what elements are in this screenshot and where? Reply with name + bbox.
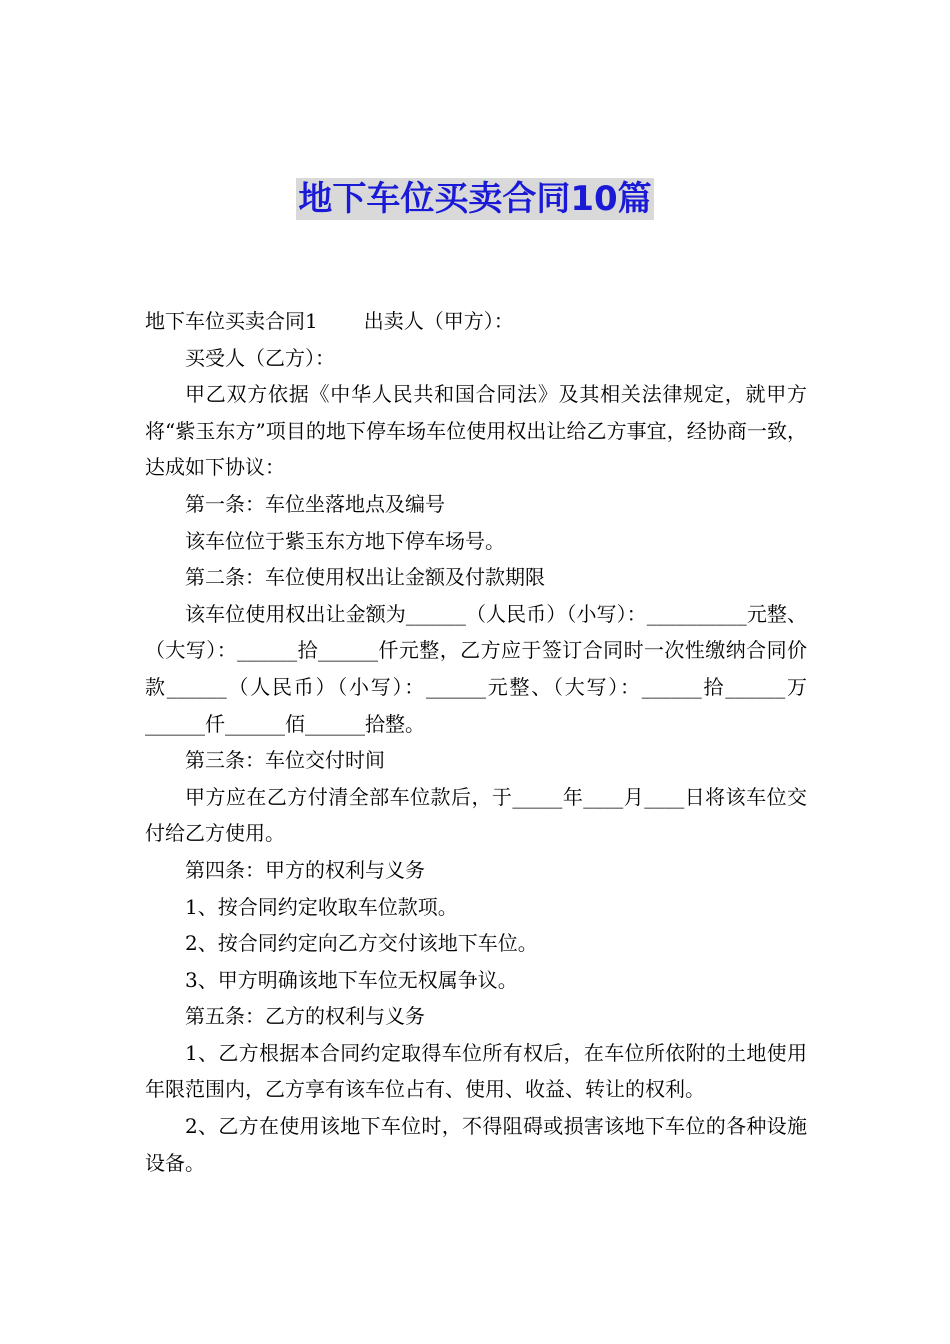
contract-heading-line: [145, 303, 807, 340]
seller-label: 出卖人（甲方）：: [363, 309, 514, 333]
article-1-text: 该车位位于紫玉东方地下停车场号。: [185, 528, 505, 553]
article-5-item-2: 2、乙方在使用该地下车位时，不得阻碍或损害该地下车位的各种设施设备。: [145, 1114, 807, 1175]
document-body: [145, 303, 807, 1181]
buyer-label: 买受人（乙方）：: [185, 345, 335, 370]
article-4-heading: 第四条：甲方的权利与义务: [185, 857, 425, 882]
article-3-text: 甲方应在乙方付清全部车位款后，于_____年____月____日将该车位交付给乙方使用。: [145, 784, 807, 846]
article-2-heading: 第二条：车位使用权出让金额及付款期限: [185, 565, 545, 590]
title-container: [0, 178, 950, 220]
article-5-heading: 第五条：乙方的权利与义务: [185, 1004, 425, 1029]
article-4-item-3: 3、甲方明确该地下车位无权属争议。: [185, 967, 518, 992]
article-3-heading: 第三条：车位交付时间: [185, 748, 385, 773]
article-2-text: 该车位使用权出让金额为______（人民币）（小写）：__________元整、（大写）：______拾______仟元整，乙方应于签订合同时一次性缴纳合同价款______（人民币）（小写）：______元整、（大写）：______拾______万______仟______佰______拾整。: [145, 601, 807, 736]
article-4-item-1: 1、按合同约定收取车位款项。: [185, 894, 458, 919]
article-4-item-2: 2、按合同约定向乙方交付该地下车位。: [185, 931, 538, 956]
article-5-item-1: 1、乙方根据本合同约定取得车位所有权后，在车位所依附的土地使用年限范围内，乙方享有该车位占有、使用、收益、转让的权利。: [145, 1040, 807, 1102]
paragraph-preamble: 甲乙双方依据《中华人民共和国合同法》及其相关法律规定，就甲方将“紫玉东方”项目的地下停车场车位使用权出让给乙方事宜，经协商一致，达成如下协议：: [145, 382, 807, 480]
article-1-heading: 第一条：车位坐落地点及编号: [185, 491, 445, 516]
contract-heading-label: 地下车位买卖合同1: [145, 309, 318, 333]
document-title: 地下车位买卖合同10篇: [298, 179, 652, 219]
